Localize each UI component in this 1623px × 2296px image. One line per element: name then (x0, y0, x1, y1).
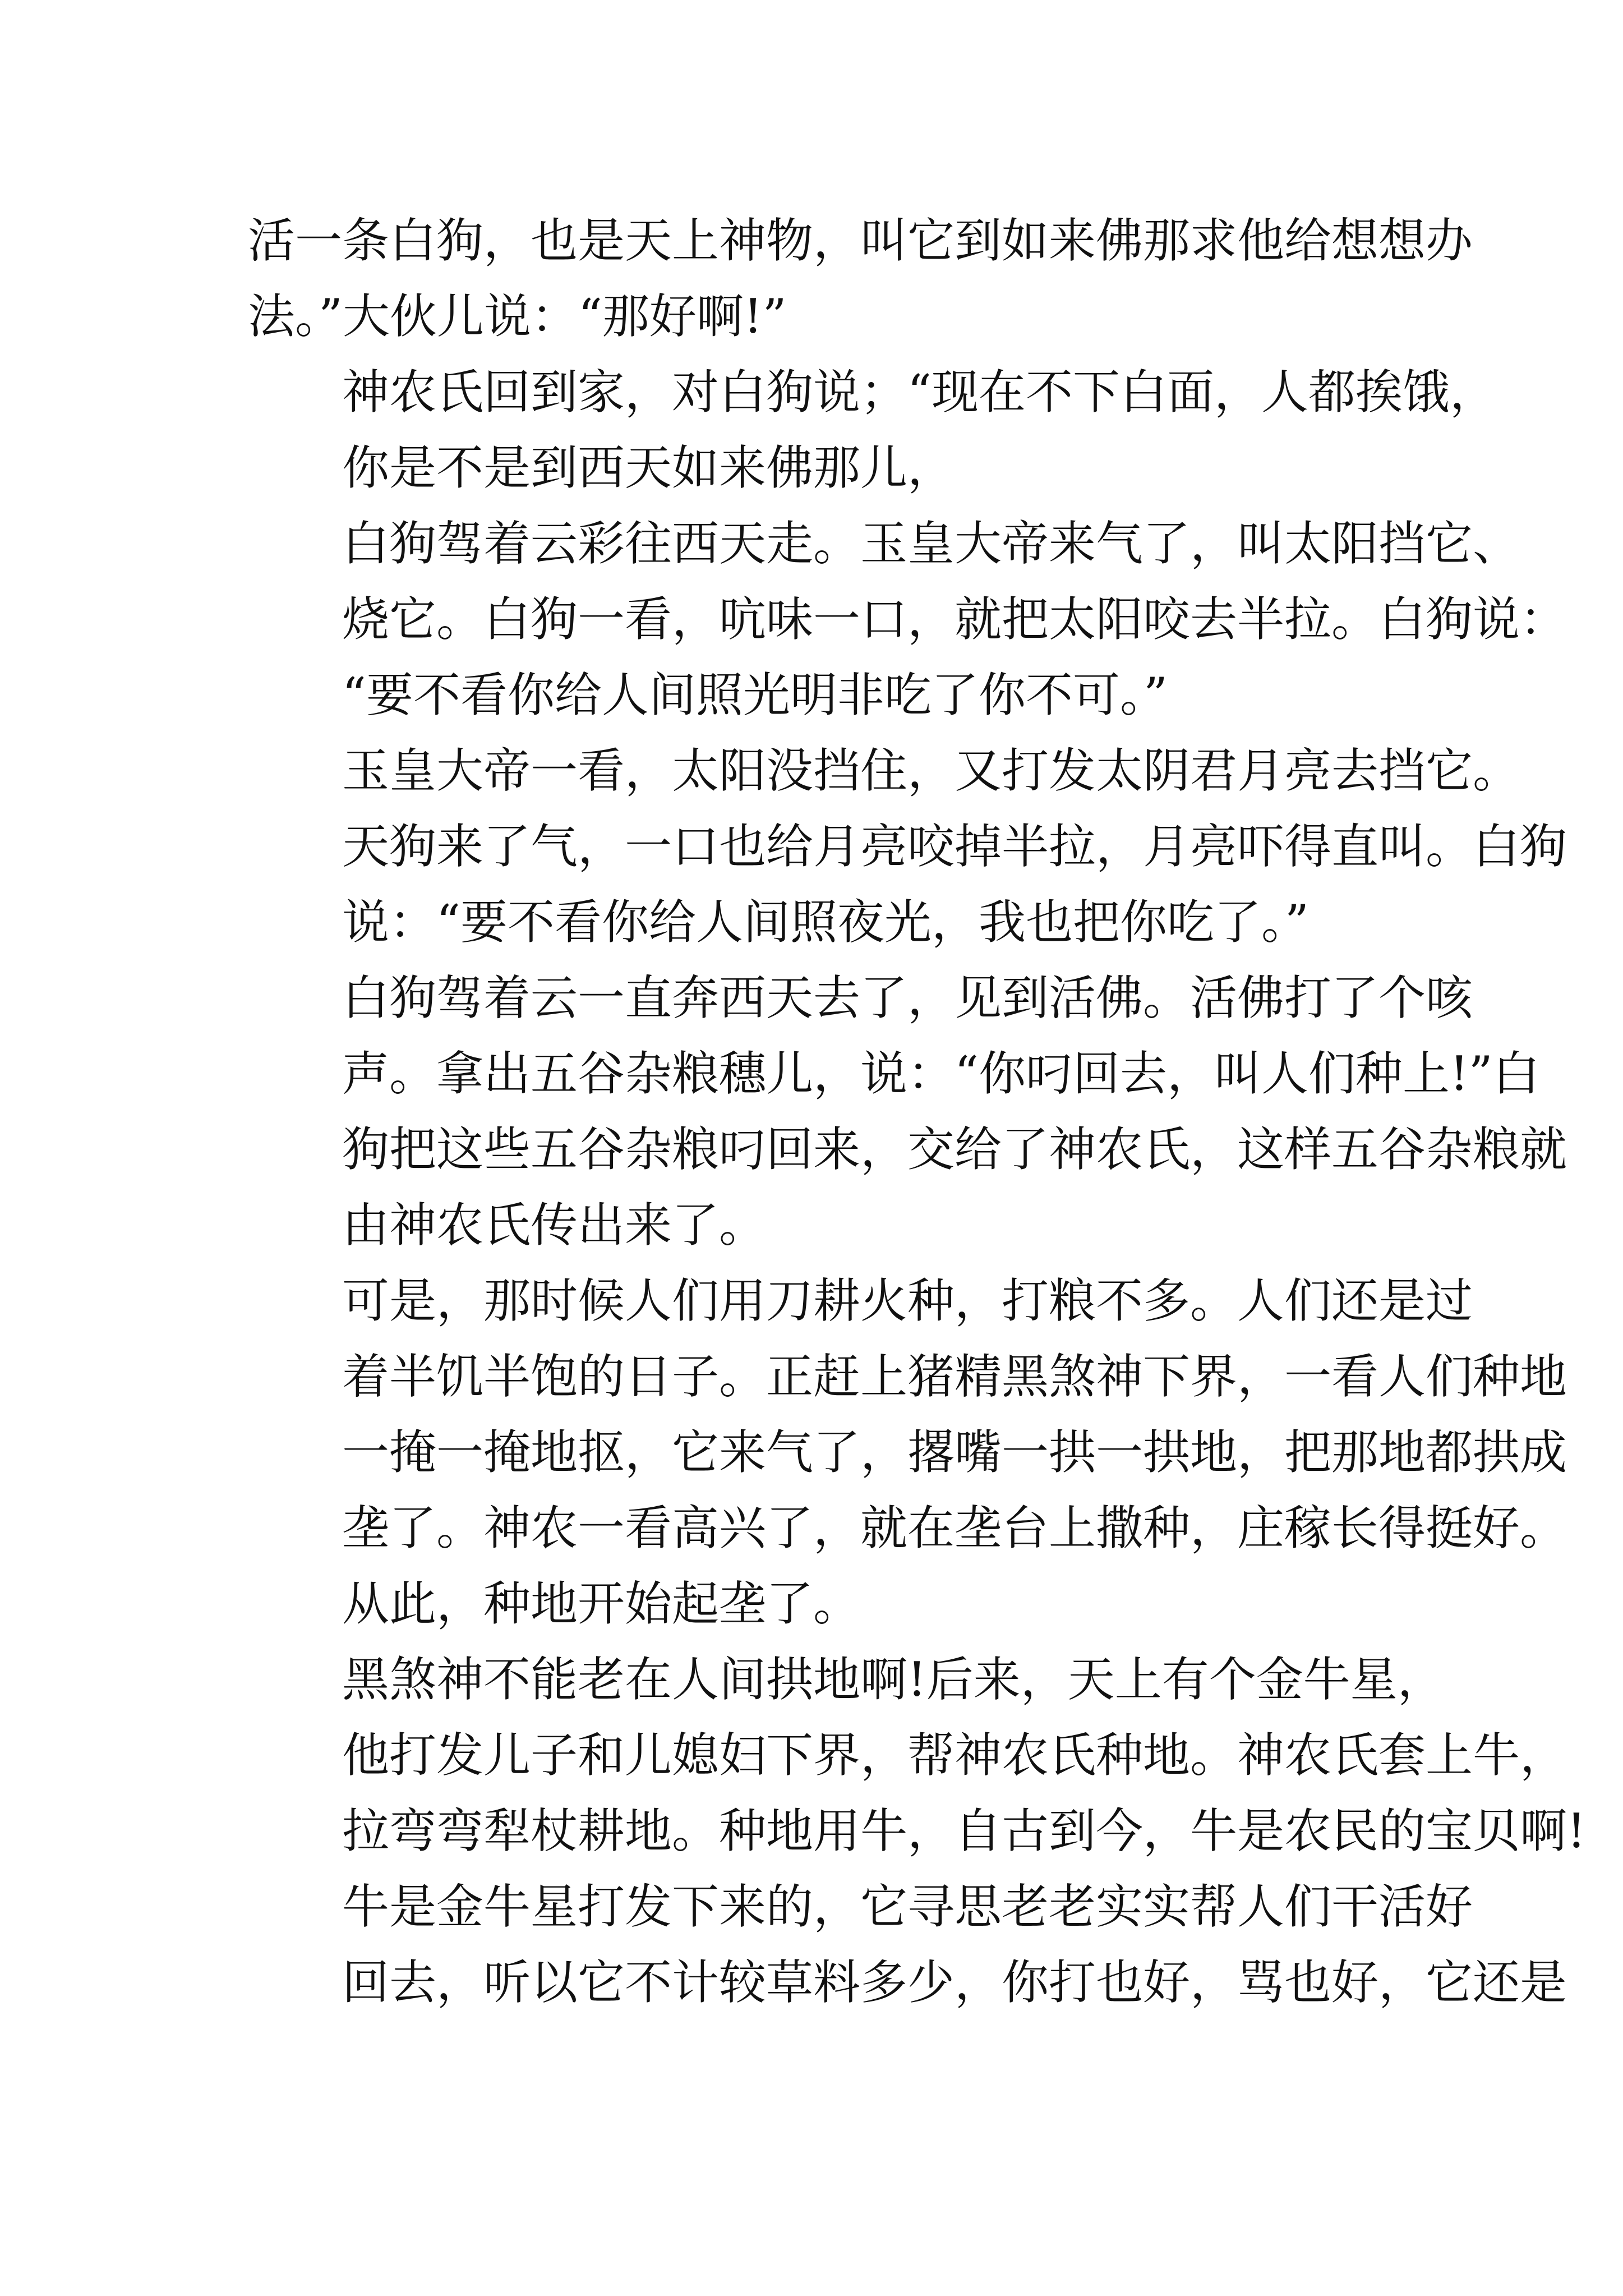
text-line: 天狗来了气，一口也给月亮咬掉半拉，月亮吓得直叫。白狗 (342, 819, 1567, 874)
text-line: 垄了。神农一看高兴了，就在垄台上撒种，庄稼长得挺好。 (342, 1501, 1567, 1556)
text-line: 拉弯弯犁杖耕地。种地用牛，自古到今，牛是农民的宝贝啊! (342, 1803, 1586, 1858)
paragraph-7 (248, 1642, 1586, 1869)
text-line: 声。拿出五谷杂粮穗儿，说：“你叼回去，叫人们种上!”白 (342, 1046, 1540, 1101)
document-page (248, 203, 1586, 2021)
text-line: 狗把这些五谷杂粮叼回来，交给了神农氏，这样五谷杂粮就 (342, 1122, 1567, 1177)
text-line: 牛是金牛星打发下来的，它寻思老老实实帮人们干活好 (342, 1879, 1473, 1934)
text-line: 你是不是到西天如来佛那儿， (342, 440, 955, 495)
paragraph-2 (248, 355, 1497, 506)
paragraph-1 (248, 203, 1473, 355)
paragraph-6 (248, 1263, 1567, 1642)
text-line: 一掩一掩地抠，它来气了，撂嘴一拱一拱地，把那地都拱成 (342, 1425, 1567, 1480)
text-line: 回去，听以它不计较草料多少，你打也好，骂也好，它还是 (342, 1955, 1567, 2010)
text-line: 黑煞神不能老在人间拱地啊!后来，天上有个金牛星， (342, 1652, 1445, 1707)
text-line: “要不看你给人间照光明非吃了你不可。” (342, 668, 1168, 723)
paragraph-3 (248, 506, 1567, 733)
text-line: 活一条白狗，也是天上神物，叫它到如来佛那求他给想想办 (248, 213, 1473, 268)
text-line: 白狗驾着云一直奔西天去了，见到活佛。活佛打了个咳 (342, 970, 1473, 1025)
text-line: 可是，那时候人们用刀耕火种，打粮不多。人们还是过 (342, 1273, 1473, 1328)
text-line: 烧它。白狗一看，吭味一口，就把太阳咬去半拉。白狗说： (342, 592, 1567, 647)
paragraph-5 (248, 960, 1567, 1263)
text-line: 白狗驾着云彩往西天走。玉皇大帝来气了，叫太阳挡它、 (342, 516, 1520, 571)
text-line: 着半饥半饱的日子。正赶上猪精黑煞神下界，一看人们种地 (342, 1349, 1567, 1404)
text-line: 他打发儿子和儿媳妇下界，帮神农氏种地。神农氏套上牛， (342, 1728, 1567, 1783)
text-line: 法。”大伙儿说：“那好啊!” (248, 289, 787, 344)
text-line: 由神农氏传出来了。 (342, 1198, 767, 1253)
text-line: 说：“要不看你给人间照夜光，我也把你吃了。” (342, 895, 1309, 950)
paragraph-4 (248, 733, 1567, 960)
paragraph-8 (248, 1869, 1567, 2021)
text-line: 神农氏回到家，对白狗说；“现在不下白面，人都挨饿， (342, 365, 1497, 420)
text-line: 玉皇大帝一看，太阳没挡住，又打发太阴君月亮去挡它。 (342, 743, 1520, 798)
text-line: 从此，种地开始起垄了。 (342, 1576, 861, 1631)
